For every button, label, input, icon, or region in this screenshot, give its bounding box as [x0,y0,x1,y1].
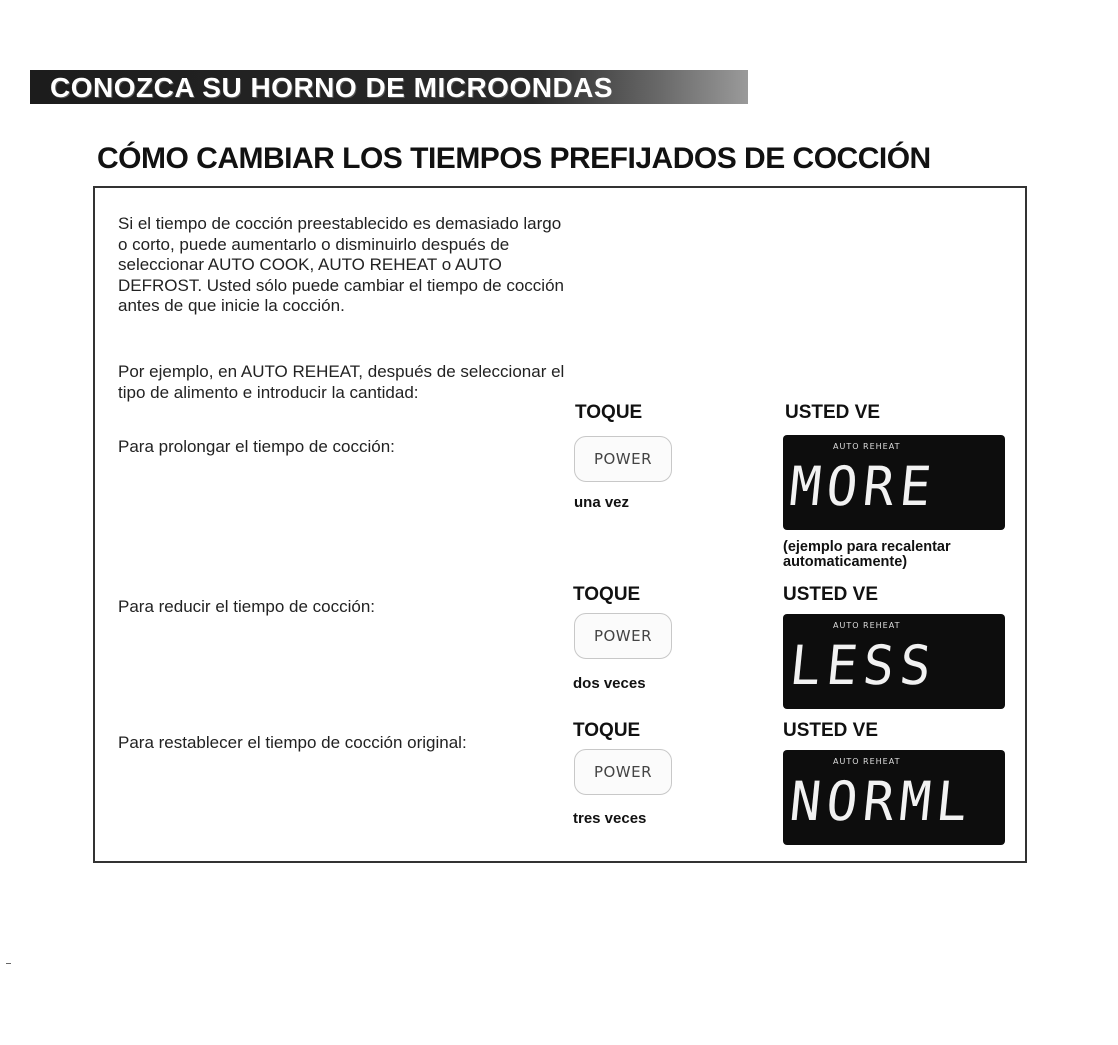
press-count: dos veces [573,675,646,692]
intro-paragraph: Si el tiempo de cocción preestablecido es demasiado largo o corto, puede aumentarlo o disminuirlo después de seleccionar AUTO COOK, AUTO REHEAT o AUTO DEFROST. Usted sólo puede cambiar el tiempo de cocción antes de que inicie la cocción. [118,214,564,315]
section-banner [30,70,748,104]
page-title: CÓMO CAMBIAR LOS TIEMPOS PREFIJADOS DE COCCIÓN [97,142,931,175]
example-paragraph: Por ejemplo, en AUTO REHEAT, después de seleccionar el tipo de alimento e introducir la cantidad: [118,362,565,402]
press-count: una vez [574,494,630,511]
margin-mark [6,963,11,964]
touch-header: TOQUE [575,402,643,423]
oven-display [783,435,1005,530]
you-see-header: USTED VE [783,720,879,741]
display-mode-label: AUTO REHEAT [833,621,901,630]
touch-header: TOQUE [573,584,641,605]
example-note: (ejemplo para recalentar automaticamente) [783,539,951,570]
display-readout: NORML [786,770,977,833]
oven-display [783,614,1005,709]
touch-header: TOQUE [573,720,641,741]
display-readout: MORE [786,455,940,518]
press-count: tres veces [573,810,647,827]
row-label-increase: Para prolongar el tiempo de cocción: [118,437,395,456]
you-see-header: USTED VE [783,584,879,605]
section-title: CONOZCA SU HORNO DE MICROONDAS [50,72,614,103]
row-label-decrease: Para reducir el tiempo de cocción: [118,597,376,616]
display-readout: LESS [786,634,940,697]
display-mode-label: AUTO REHEAT [833,757,901,766]
power-button[interactable]: POWER [574,613,672,659]
display-mode-label: AUTO REHEAT [833,442,901,451]
oven-display [783,750,1005,845]
power-button[interactable]: POWER [574,749,672,795]
row-label-reset: Para restablecer el tiempo de cocción original: [118,733,467,752]
power-button[interactable]: POWER [574,436,672,482]
you-see-header: USTED VE [785,402,881,423]
